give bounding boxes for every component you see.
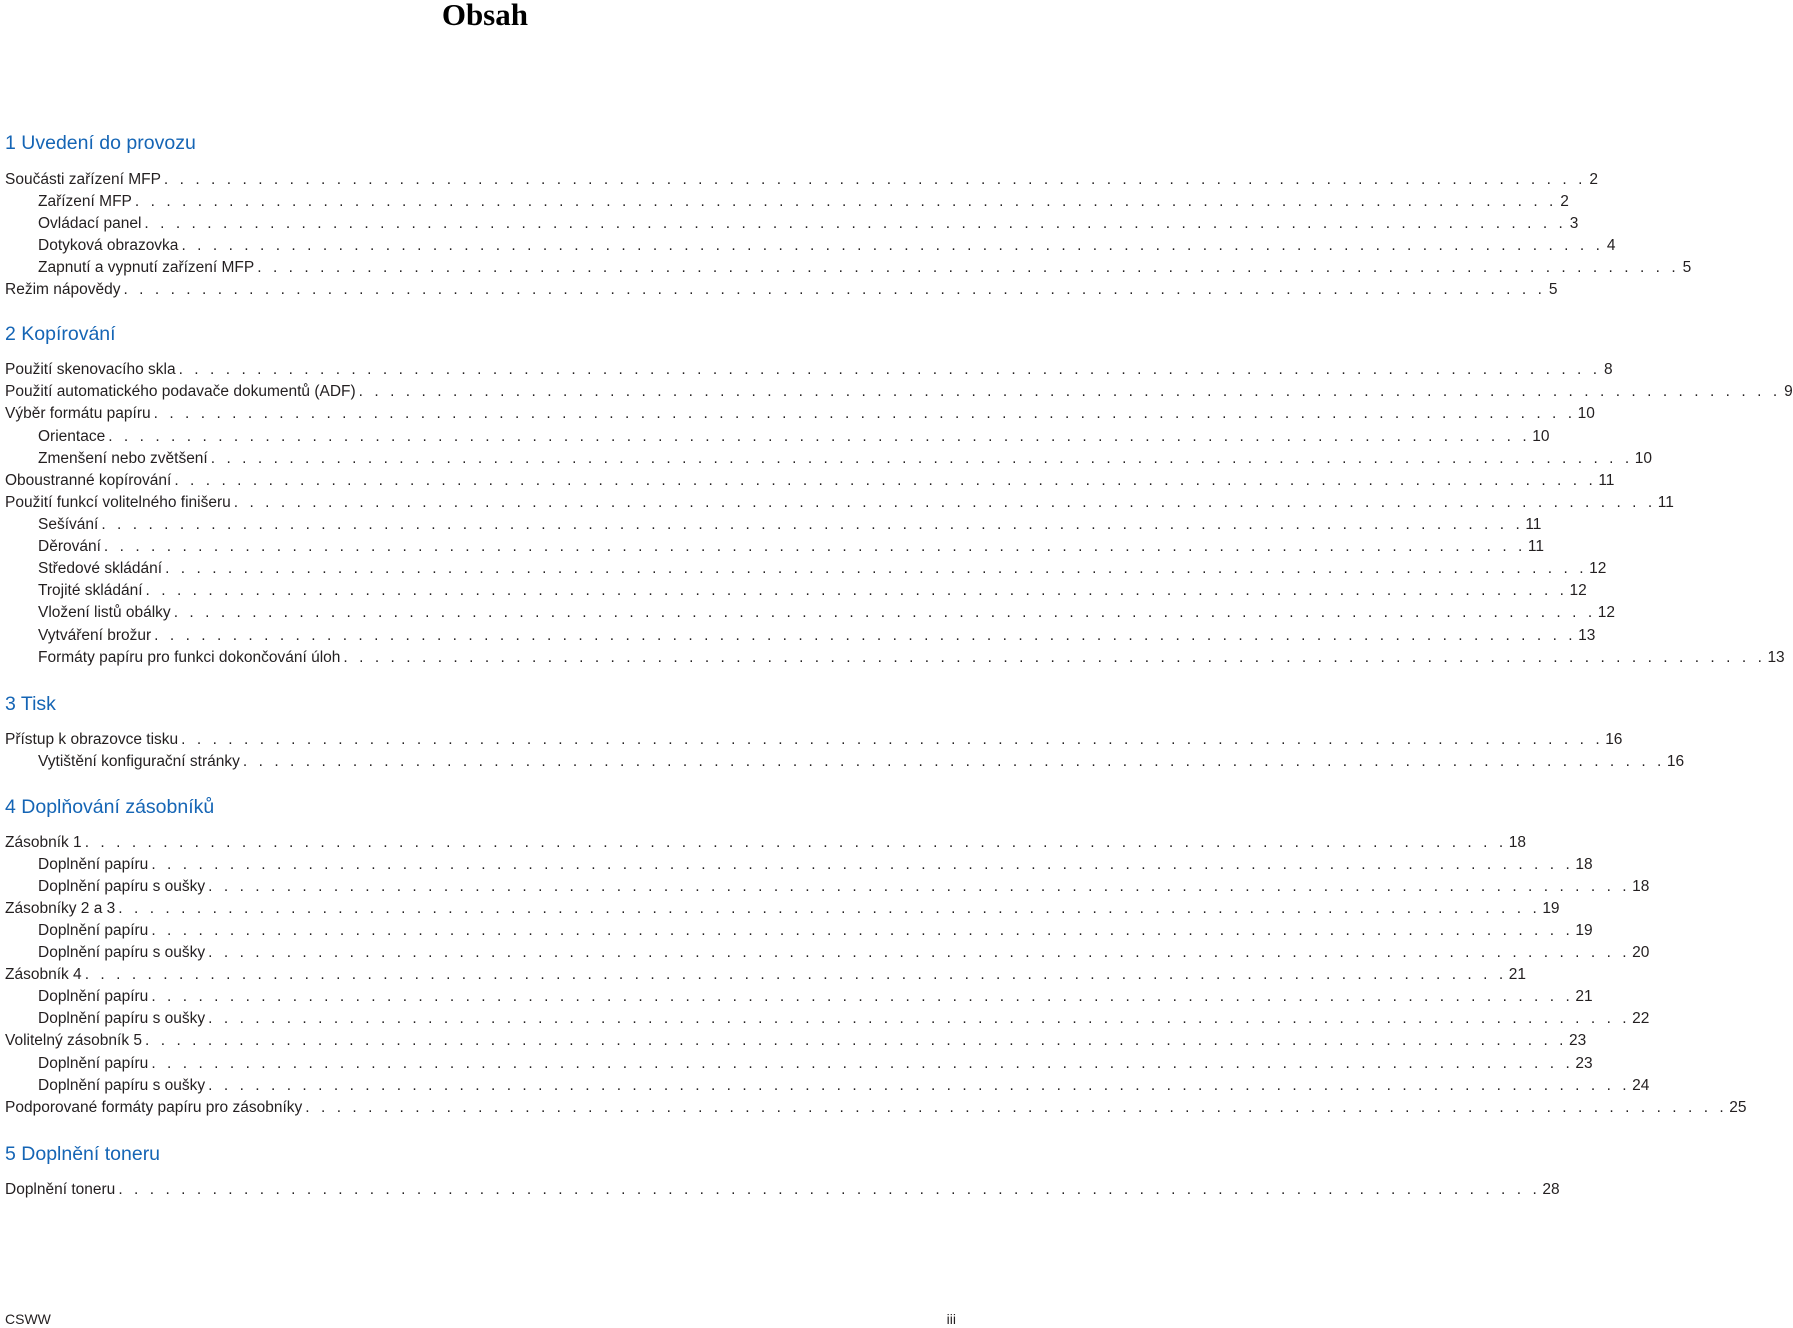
toc-entry[interactable] [5, 359, 1613, 381]
dot-leader: . . . . . . . . . . . . . . . . . . . . . . . . . . . . . . . . . . . . . . . . . . . . . . . . . . . . . . . . . . . . . . . . . . . . . . . . . . . . . . . . . . . . . . . . . . . [181, 237, 1604, 254]
entry-label: Zapnutí a vypnutí zařízení MFP [38, 259, 255, 276]
dot-leader: . . . . . . . . . . . . . . . . . . . . . . . . . . . . . . . . . . . . . . . . . . . . . . . . . . . . . . . . . . . . . . . . . . . . . . . . . . . . . . . . . . . . . . . . . . . [123, 281, 1546, 298]
toc-entry[interactable] [38, 854, 1593, 876]
toc-entry[interactable] [5, 898, 1560, 920]
entry-label: Ovládací panel [38, 215, 142, 232]
toc-entry[interactable] [38, 536, 1545, 558]
dot-leader: . . . . . . . . . . . . . . . . . . . . . . . . . . . . . . . . . . . . . . . . . . . . . . . . . . . . . . . . . . . . . . . . . . . . . . . . . . . . . . . . . . . . . . . . . . . [178, 361, 1601, 378]
entry-label: Volitelný zásobník 5 [5, 1032, 143, 1049]
page-number: 5 [1548, 281, 1558, 298]
dot-leader: . . . . . . . . . . . . . . . . . . . . . . . . . . . . . . . . . . . . . . . . . . . . . . . . . . . . . . . . . . . . . . . . . . . . . . . . . . . . . . . . . . . . . . . . . . . [181, 731, 1604, 748]
dot-leader: . . . . . . . . . . . . . . . . . . . . . . . . . . . . . . . . . . . . . . . . . . . . . . . . . . . . . . . . . . . . . . . . . . . . . . . . . . . . . . . . . . . . . . . . . . . [151, 922, 1574, 939]
entry-label: Doplnění papíru [38, 856, 149, 873]
page-number: 11 [1598, 472, 1615, 489]
page-number: 12 [1589, 560, 1607, 577]
toc-entry[interactable] [5, 403, 1595, 425]
entry-label: Výběr formátu papíru [5, 405, 151, 422]
toc-entry[interactable] [5, 1030, 1587, 1052]
page-number: 18 [1508, 834, 1526, 851]
entry-label: Zařízení MFP [38, 193, 132, 210]
page-number: 8 [1603, 361, 1613, 378]
toc-entry[interactable] [5, 1097, 1747, 1119]
dot-leader: . . . . . . . . . . . . . . . . . . . . . . . . . . . . . . . . . . . . . . . . . . . . . . . . . . . . . . . . . . . . . . . . . . . . . . . . . . . . . . . . . . . . . . . . . . . [343, 649, 1766, 666]
page-number: 11 [1525, 516, 1542, 533]
dot-leader: . . . . . . . . . . . . . . . . . . . . . . . . . . . . . . . . . . . . . . . . . . . . . . . . . . . . . . . . . . . . . . . . . . . . . . . . . . . . . . . . . . . . . . . . . . . [173, 604, 1596, 621]
dot-leader: . . . . . . . . . . . . . . . . . . . . . . . . . . . . . . . . . . . . . . . . . . . . . . . . . . . . . . . . . . . . . . . . . . . . . . . . . . . . . . . . . . . . . . . . . . . [84, 834, 1507, 851]
chapter-heading[interactable]: 5 Doplnění toneru [5, 1143, 161, 1165]
dot-leader: . . . . . . . . . . . . . . . . . . . . . . . . . . . . . . . . . . . . . . . . . . . . . . . . . . . . . . . . . . . . . . . . . . . . . . . . . . . . . . . . . . . . . . . . . . . [151, 856, 1574, 873]
dot-leader: . . . . . . . . . . . . . . . . . . . . . . . . . . . . . . . . . . . . . . . . . . . . . . . . . . . . . . . . . . . . . . . . . . . . . . . . . . . . . . . . . . . . . . . . . . . [103, 538, 1526, 555]
toc-entry[interactable] [38, 942, 1650, 964]
page-number: 19 [1542, 900, 1560, 917]
dot-leader: . . . . . . . . . . . . . . . . . . . . . . . . . . . . . . . . . . . . . . . . . . . . . . . . . . . . . . . . . . . . . . . . . . . . . . . . . . . . . . . . . . . . . . . . . . . [305, 1099, 1728, 1116]
page-number: 4 [1606, 237, 1616, 254]
entry-label: Doplnění papíru s oušky [38, 1010, 206, 1027]
entry-label: Doplnění papíru [38, 1055, 149, 1072]
entry-label: Použití automatického podavače dokumentů (ADF) [5, 383, 356, 400]
page-number: 10 [1577, 405, 1595, 422]
entry-label: Zásobník 4 [5, 966, 82, 983]
toc-entry[interactable] [38, 625, 1596, 647]
entry-label: Podporované formáty papíru pro zásobníky [5, 1099, 303, 1116]
page-number: 2 [1589, 171, 1598, 188]
dot-leader: . . . . . . . . . . . . . . . . . . . . . . . . . . . . . . . . . . . . . . . . . . . . . . . . . . . . . . . . . . . . . . . . . . . . . . . . . . . . . . . . . . . . . . . . . . . [233, 494, 1656, 511]
toc-entry[interactable] [38, 1075, 1650, 1097]
toc-entry[interactable] [5, 1179, 1560, 1201]
dot-leader: . . . . . . . . . . . . . . . . . . . . . . . . . . . . . . . . . . . . . . . . . . . . . . . . . . . . . . . . . . . . . . . . . . . . . . . . . . . . . . . . . . . . . . . . . . . [257, 259, 1680, 276]
dot-leader: . . . . . . . . . . . . . . . . . . . . . . . . . . . . . . . . . . . . . . . . . . . . . . . . . . . . . . . . . . . . . . . . . . . . . . . . . . . . . . . . . . . . . . . . . . . [165, 560, 1588, 577]
entry-label: Součásti zařízení MFP [5, 171, 161, 188]
dot-leader: . . . . . . . . . . . . . . . . . . . . . . . . . . . . . . . . . . . . . . . . . . . . . . . . . . . . . . . . . . . . . . . . . . . . . . . . . . . . . . . . . . . . . . . . . . . [358, 383, 1781, 400]
page-number: 18 [1575, 856, 1593, 873]
toc-entry[interactable] [38, 876, 1650, 898]
page-number: 13 [1578, 627, 1596, 644]
page-number: 25 [1729, 1099, 1747, 1116]
entry-label: Trojité skládání [38, 582, 143, 599]
toc-entry[interactable] [5, 729, 1623, 751]
dot-leader: . . . . . . . . . . . . . . . . . . . . . . . . . . . . . . . . . . . . . . . . . . . . . . . . . . . . . . . . . . . . . . . . . . . . . . . . . . . . . . . . . . . . . . . . . . . [153, 405, 1576, 422]
page-title: Obsah [441, 0, 528, 32]
entry-label: Orientace [38, 428, 106, 445]
dot-leader: . . . . . . . . . . . . . . . . . . . . . . . . . . . . . . . . . . . . . . . . . . . . . . . . . . . . . . . . . . . . . . . . . . . . . . . . . . . . . . . . . . . . . . . . . . . [145, 1032, 1568, 1049]
toc-entry[interactable] [5, 964, 1526, 986]
page-number: 24 [1632, 1077, 1650, 1094]
page-number: 21 [1508, 966, 1526, 983]
entry-label: Sešívání [38, 516, 99, 533]
dot-leader: . . . . . . . . . . . . . . . . . . . . . . . . . . . . . . . . . . . . . . . . . . . . . . . . . . . . . . . . . . . . . . . . . . . . . . . . . . . . . . . . . . . . . . . . . . . [242, 753, 1665, 770]
dot-leader: . . . . . . . . . . . . . . . . . . . . . . . . . . . . . . . . . . . . . . . . . . . . . . . . . . . . . . . . . . . . . . . . . . . . . . . . . . . . . . . . . . . . . . . . . . . [210, 450, 1633, 467]
dot-leader: . . . . . . . . . . . . . . . . . . . . . . . . . . . . . . . . . . . . . . . . . . . . . . . . . . . . . . . . . . . . . . . . . . . . . . . . . . . . . . . . . . . . . . . . . . . [84, 966, 1507, 983]
dot-leader: . . . . . . . . . . . . . . . . . . . . . . . . . . . . . . . . . . . . . . . . . . . . . . . . . . . . . . . . . . . . . . . . . . . . . . . . . . . . . . . . . . . . . . . . . . . [145, 582, 1568, 599]
toc-entry[interactable] [38, 257, 1692, 279]
toc-entry[interactable] [38, 647, 1785, 669]
toc-entry[interactable] [38, 580, 1587, 602]
page-number: 16 [1666, 753, 1685, 770]
page-number: 21 [1575, 988, 1593, 1005]
entry-label: Dotyková obrazovka [38, 237, 179, 254]
footer-edition: CSWW [5, 1311, 51, 1327]
dot-leader: . . . . . . . . . . . . . . . . . . . . . . . . . . . . . . . . . . . . . . . . . . . . . . . . . . . . . . . . . . . . . . . . . . . . . . . . . . . . . . . . . . . . . . . . . . . [174, 472, 1597, 489]
chapter-heading[interactable]: 3 Tisk [5, 693, 56, 715]
page-number: 11 [1527, 538, 1545, 555]
dot-leader: . . . . . . . . . . . . . . . . . . . . . . . . . . . . . . . . . . . . . . . . . . . . . . . . . . . . . . . . . . . . . . . . . . . . . . . . . . . . . . . . . . . . . . . . . . . [154, 627, 1577, 644]
page-number: 18 [1632, 878, 1650, 895]
dot-leader: . . . . . . . . . . . . . . . . . . . . . . . . . . . . . . . . . . . . . . . . . . . . . . . . . . . . . . . . . . . . . . . . . . . . . . . . . . . . . . . . . . . . . . . . . . . [151, 988, 1574, 1005]
entry-label: Použití skenovacího skla [5, 361, 176, 378]
toc-entry[interactable] [38, 986, 1593, 1008]
toc-entry[interactable] [38, 426, 1550, 448]
dot-leader: . . . . . . . . . . . . . . . . . . . . . . . . . . . . . . . . . . . . . . . . . . . . . . . . . . . . . . . . . . . . . . . . . . . . . . . . . . . . . . . . . . . . . . . . . . . [163, 171, 1586, 188]
page-number: 12 [1597, 604, 1615, 621]
toc-entry[interactable] [38, 191, 1569, 213]
toc-entry[interactable] [38, 514, 1542, 536]
dot-leader: . . . . . . . . . . . . . . . . . . . . . . . . . . . . . . . . . . . . . . . . . . . . . . . . . . . . . . . . . . . . . . . . . . . . . . . . . . . . . . . . . . . . . . . . . . . [144, 215, 1567, 232]
dot-leader: . . . . . . . . . . . . . . . . . . . . . . . . . . . . . . . . . . . . . . . . . . . . . . . . . . . . . . . . . . . . . . . . . . . . . . . . . . . . . . . . . . . . . . . . . . . [208, 878, 1631, 895]
entry-label: Přístup k obrazovce tisku [5, 731, 179, 748]
toc-entry[interactable] [5, 492, 1674, 514]
entry-label: Doplnění papíru [38, 988, 149, 1005]
entry-label: Doplnění papíru [38, 922, 149, 939]
page-number: 22 [1632, 1010, 1650, 1027]
dot-leader: . . . . . . . . . . . . . . . . . . . . . . . . . . . . . . . . . . . . . . . . . . . . . . . . . . . . . . . . . . . . . . . . . . . . . . . . . . . . . . . . . . . . . . . . . . . [208, 944, 1631, 961]
entry-label: Doplnění papíru s oušky [38, 878, 206, 895]
entry-label: Formáty papíru pro funkci dokončování úloh [38, 649, 341, 666]
footer-page-number: iii [946, 1311, 956, 1327]
toc-entry[interactable] [38, 213, 1579, 235]
toc-entry[interactable] [38, 448, 1653, 470]
page-number: 20 [1632, 944, 1650, 961]
dot-leader: . . . . . . . . . . . . . . . . . . . . . . . . . . . . . . . . . . . . . . . . . . . . . . . . . . . . . . . . . . . . . . . . . . . . . . . . . . . . . . . . . . . . . . . . . . . [118, 1181, 1541, 1198]
chapter-heading[interactable]: 2 Kopírování [5, 323, 116, 345]
chapter-heading[interactable]: 1 Uvedení do provozu [5, 132, 196, 154]
toc-entry[interactable] [38, 235, 1616, 257]
page-number: 10 [1634, 450, 1653, 467]
page-number: 3 [1569, 215, 1579, 232]
page-number: 12 [1569, 582, 1587, 599]
page-number: 28 [1542, 1181, 1560, 1198]
entry-label: Použití funkcí volitelného finišeru [5, 494, 231, 511]
entry-label: Vytištění konfigurační stránky [38, 753, 240, 770]
entry-label: Doplnění papíru s oušky [38, 1077, 206, 1094]
entry-label: Středové skládání [38, 560, 163, 577]
toc-entry[interactable] [38, 1008, 1650, 1030]
chapter-heading[interactable]: 4 Doplňování zásobníků [5, 796, 215, 818]
page-number: 19 [1575, 922, 1593, 939]
dot-leader: . . . . . . . . . . . . . . . . . . . . . . . . . . . . . . . . . . . . . . . . . . . . . . . . . . . . . . . . . . . . . . . . . . . . . . . . . . . . . . . . . . . . . . . . . . . [208, 1010, 1631, 1027]
dot-leader: . . . . . . . . . . . . . . . . . . . . . . . . . . . . . . . . . . . . . . . . . . . . . . . . . . . . . . . . . . . . . . . . . . . . . . . . . . . . . . . . . . . . . . . . . . . [151, 1055, 1574, 1072]
toc-entry[interactable] [5, 470, 1615, 492]
dot-leader: . . . . . . . . . . . . . . . . . . . . . . . . . . . . . . . . . . . . . . . . . . . . . . . . . . . . . . . . . . . . . . . . . . . . . . . . . . . . . . . . . . . . . . . . . . . [134, 193, 1557, 210]
entry-label: Vložení listů obálky [38, 604, 171, 621]
entry-label: Zásobník 1 [5, 834, 82, 851]
page-number: 13 [1767, 649, 1785, 666]
page-number: 16 [1605, 731, 1623, 748]
page-number: 5 [1682, 259, 1692, 276]
toc-entry[interactable] [5, 279, 1558, 301]
entry-label: Doplnění toneru [5, 1181, 116, 1198]
toc-entry[interactable] [38, 602, 1615, 624]
entry-label: Zásobníky 2 a 3 [5, 900, 116, 917]
entry-label: Doplnění papíru s oušky [38, 944, 206, 961]
page-number: 23 [1575, 1055, 1593, 1072]
toc-entry[interactable] [5, 381, 1793, 403]
page-number: 11 [1657, 494, 1674, 511]
page-number: 23 [1569, 1032, 1587, 1049]
entry-label: Zmenšení nebo zvětšení [38, 450, 208, 467]
page-number: 2 [1560, 193, 1569, 210]
toc-entry[interactable] [38, 751, 1685, 773]
toc-entry[interactable] [5, 169, 1598, 191]
dot-leader: . . . . . . . . . . . . . . . . . . . . . . . . . . . . . . . . . . . . . . . . . . . . . . . . . . . . . . . . . . . . . . . . . . . . . . . . . . . . . . . . . . . . . . . . . . . [108, 428, 1531, 445]
entry-label: Režim nápovědy [5, 281, 121, 298]
toc-entry[interactable] [38, 920, 1593, 942]
toc-entry[interactable] [38, 1053, 1593, 1075]
dot-leader: . . . . . . . . . . . . . . . . . . . . . . . . . . . . . . . . . . . . . . . . . . . . . . . . . . . . . . . . . . . . . . . . . . . . . . . . . . . . . . . . . . . . . . . . . . . [101, 516, 1524, 533]
dot-leader: . . . . . . . . . . . . . . . . . . . . . . . . . . . . . . . . . . . . . . . . . . . . . . . . . . . . . . . . . . . . . . . . . . . . . . . . . . . . . . . . . . . . . . . . . . . [118, 900, 1541, 917]
dot-leader: . . . . . . . . . . . . . . . . . . . . . . . . . . . . . . . . . . . . . . . . . . . . . . . . . . . . . . . . . . . . . . . . . . . . . . . . . . . . . . . . . . . . . . . . . . . [208, 1077, 1631, 1094]
page-number: 9 [1784, 383, 1793, 400]
toc-entry[interactable] [38, 558, 1607, 580]
page-number: 10 [1532, 428, 1550, 445]
entry-label: Vytváření brožur [38, 627, 152, 644]
entry-label: Děrování [38, 538, 101, 555]
entry-label: Oboustranné kopírování [5, 472, 172, 489]
toc-entry[interactable] [5, 832, 1526, 854]
